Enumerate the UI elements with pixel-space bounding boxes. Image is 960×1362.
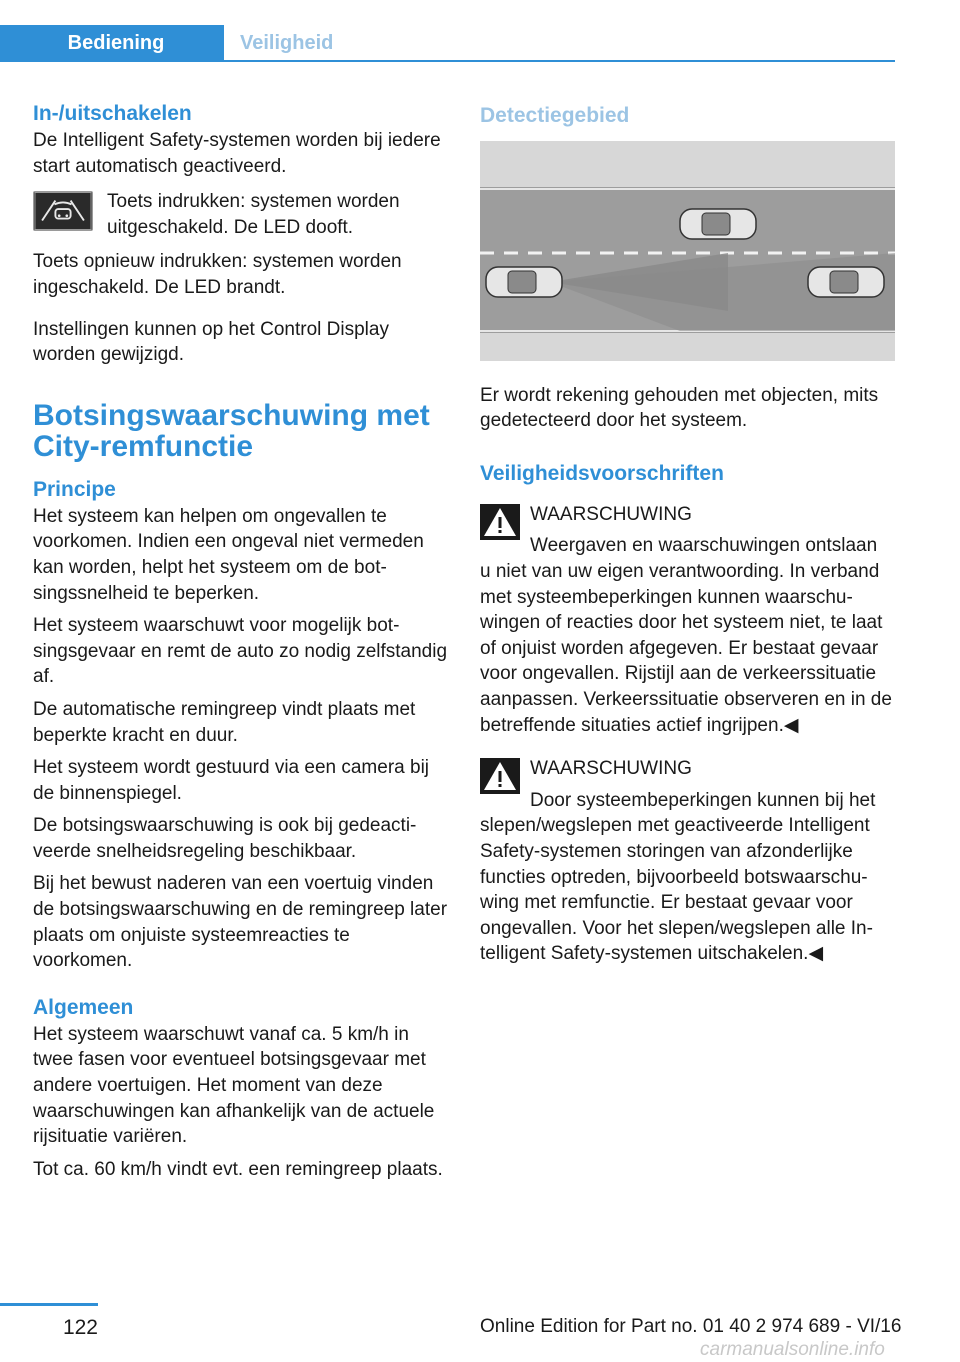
watermark: carmanualsonline.info [700, 1339, 885, 1360]
footer-rule [0, 1303, 98, 1306]
button-instruction [33, 189, 448, 240]
header-tab-veiligheid[interactable]: Veiligheid [240, 32, 334, 54]
heading-detectiegebied: Detectiegebied [480, 104, 630, 127]
driving-assistant-button-icon [33, 191, 93, 231]
paragraph: De Intelligent Safety-systemen worden bij iedere start automatisch geactiveerd. [33, 130, 441, 177]
left-column [33, 100, 448, 1189]
heading-in-uitschakelen: In-/uitschakelen [33, 102, 192, 125]
warning-triangle-icon [480, 504, 520, 540]
paragraph: Instellingen kunnen op het Control Display worden gewijzigd. [33, 318, 389, 366]
car-icon [486, 267, 562, 297]
warning-title: WAARSCHUWING [530, 503, 692, 525]
paragraph: Tot ca. 60 km/h vindt evt. een remingreep plaats. [33, 1158, 443, 1180]
paragraph: De botsingswaarschuwing is ook bij gedeactiveerde snelheidsregeling beschikbaar. [33, 815, 417, 862]
heading-algemeen: Algemeen [33, 995, 134, 1019]
paragraph: Het systeem waarschuwt voor mogelijk botsingsgevaar en remt de auto zo nodig zelfstandig af. [33, 615, 448, 688]
header-rule [0, 60, 895, 62]
warning-block [480, 502, 896, 738]
warning-text: slepen/wegslepen met geactiveerde Intelligent Safety-systemen storingen van afzonderlijke functies optreden, bijvoorbeeld botswaarschuwing met remfunctie. Er bestaat gevaar voor ongevallen. Voor het slepen/wegslepen alle Intelligent Safety-systemen uitschakelen.◀ [480, 815, 873, 965]
detection-area-figure [480, 141, 895, 361]
page-header [0, 0, 895, 62]
paragraph: Bij het bewust naderen van een voertuig vinden de botsingswaarschuwing en de remingreep later plaats om onjuiste systeemreacties te voorkomen. [33, 873, 448, 972]
warning-text-first-line: Door systeembeperkingen kunnen bij het [530, 789, 876, 811]
edition-text: Online Edition for Part no. 01 40 2 974 689 - VI/16 [480, 1316, 902, 1337]
heading-principe: Principe [33, 477, 116, 501]
paragraph: Het systeem wordt gestuurd via een camera bij de binnenspiegel. [33, 757, 430, 804]
paragraph: Het systeem kan helpen om ongevallen te voorkomen. Indien een ongeval niet vermeden kan worden, helpt het systeem om de botsingssnelheid te beperken. [33, 505, 424, 604]
heading-veiligheidsvoorschriften: Veiligheidsvoorschriften [480, 461, 724, 485]
figure-caption: Er wordt rekening gehouden met objecten, mits gedetecteerd door het systeem. [480, 384, 879, 432]
warning-title: WAARSCHUWING [530, 758, 692, 780]
page-number: 122 [62, 1316, 98, 1339]
warning-text: u niet van uw eigen verantwoording. In verband met systeembeperkingen kunnen waarschuwingen of reacties door het systeem niet, te laat of onjuist worden afgegeven. Er bestaat gevaar voor ongevallen. Rijstijl aan de verkeerssituatie aanpassen. Verkeerssituatie observeren en in de betreffende situaties actief ingrijpen.◀ [480, 560, 892, 736]
paragraph: De automatische remingreep vindt plaats met beperkte kracht en duur. [33, 698, 416, 746]
car-icon [680, 209, 756, 239]
warning-block [480, 756, 896, 967]
warning-triangle-icon [480, 758, 520, 794]
warning-text-first-line: Weergaven en waarschuwingen ontslaan [530, 535, 878, 557]
right-column [480, 100, 896, 967]
button-instruction-text: Toets indrukken: systemen worden uitgeschakeld. De LED dooft. [107, 191, 400, 238]
header-tab-bediening[interactable]: Bediening [0, 25, 224, 62]
car-icon [808, 267, 884, 297]
paragraph: Het systeem waarschuwt vanaf ca. 5 km/h in twee fasen voor eventueel botsingsgevaar met andere voertuigen. Het moment van deze waarschuwingen kan afhankelijk van de actuele rijsituatie variëren. [33, 1023, 435, 1148]
paragraph: Toets opnieuw indrukken: systemen worden ingeschakeld. De LED brandt. [33, 251, 402, 298]
section-title: Botsingswaarschuwing met City-remfunctie [33, 398, 430, 463]
